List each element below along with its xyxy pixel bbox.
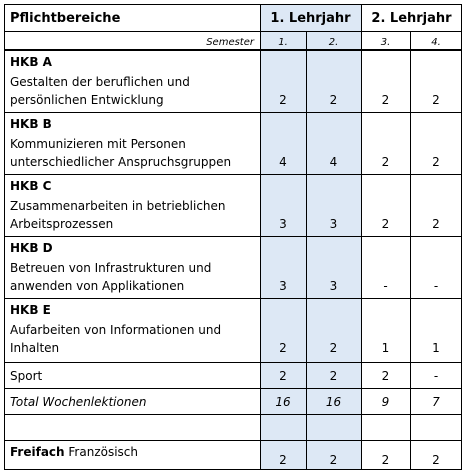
row-desc: Gestalten der beruflichen und (10, 75, 190, 89)
row-value: 2 (381, 93, 390, 107)
header-year1: 1. Lehrjahr (270, 11, 351, 26)
semester-4: 4. (431, 37, 441, 48)
row-value: 2 (279, 453, 287, 467)
semester-1: 1. (278, 37, 288, 48)
sport-label: Sport (10, 369, 43, 383)
row-desc: anwenden von Applikationen (10, 279, 185, 293)
table-divider (4, 112, 462, 113)
row-value: 2 (381, 155, 390, 169)
row-value: 9 (381, 395, 390, 409)
row-value: 1 (432, 341, 440, 355)
table-divider (461, 4, 462, 470)
row-value: 4 (329, 155, 338, 169)
row-value: 3 (329, 279, 338, 293)
row-desc: Zusammenarbeiten in betrieblichen (10, 199, 226, 213)
row-value: 3 (329, 217, 338, 231)
semester-label: Semester (206, 37, 254, 48)
table-divider (4, 388, 462, 389)
table-divider (361, 4, 362, 470)
row-value: 2 (279, 369, 287, 383)
row-value: 2 (432, 155, 440, 169)
row-value: 2 (329, 341, 338, 355)
row-desc: persönlichen Entwicklung (10, 93, 164, 107)
row-value: 2 (329, 93, 338, 107)
row-desc: unterschiedlicher Anspruchsgruppen (10, 155, 232, 169)
semester-2: 2. (328, 37, 339, 48)
row-value: 3 (279, 279, 287, 293)
total-label: Total Wochenlektionen (10, 395, 147, 409)
row-value: 2 (381, 369, 390, 383)
row-value: 2 (432, 93, 440, 107)
freifach-label-text: Französisch (68, 445, 139, 459)
row-value: - (433, 369, 439, 383)
freifach-label-bold: Freifach (10, 445, 65, 459)
row-desc: Kommunizieren mit Personen (10, 137, 186, 151)
header-title: Pflichtbereiche (10, 11, 121, 26)
table-divider (4, 236, 462, 237)
row-value: 2 (432, 453, 440, 467)
header-year2: 2. Lehrjahr (371, 11, 452, 26)
row-value: 2 (329, 453, 338, 467)
row-value: - (383, 279, 388, 293)
table-divider (260, 4, 261, 470)
table-divider (410, 31, 411, 470)
row-code: HKB C (10, 179, 52, 193)
table-divider (4, 414, 462, 415)
row-value: 3 (279, 217, 287, 231)
table-divider (4, 362, 462, 363)
row-value: 1 (381, 341, 390, 355)
table-divider (306, 31, 307, 470)
table-divider (4, 298, 462, 299)
row-value: 2 (329, 369, 338, 383)
row-desc: Betreuen von Infrastrukturen und (10, 261, 212, 275)
semester-3: 3. (380, 37, 391, 48)
row-value: 2 (381, 217, 390, 231)
row-desc: Inhalten (10, 341, 60, 355)
freifach-label (10, 444, 258, 461)
row-value: 2 (279, 93, 287, 107)
row-value: - (433, 279, 439, 293)
row-code: HKB E (10, 303, 51, 317)
row-value: 16 (325, 395, 342, 409)
row-value: 7 (432, 395, 440, 409)
table-divider (4, 440, 462, 441)
row-code: HKB A (10, 55, 52, 69)
row-desc: Arbeitsprozessen (10, 217, 114, 231)
row-code: HKB D (10, 241, 53, 255)
row-desc: Aufarbeiten von Informationen und (10, 323, 222, 337)
row-value: 2 (279, 341, 287, 355)
table-divider (4, 174, 462, 175)
table-divider (4, 4, 5, 470)
row-value: 16 (275, 395, 291, 409)
table-divider (4, 469, 462, 470)
row-value: 2 (432, 217, 440, 231)
row-value: 4 (279, 155, 287, 169)
table-divider (4, 31, 462, 32)
table-divider (4, 49, 462, 51)
table-divider (4, 4, 462, 5)
row-code: HKB B (10, 117, 52, 131)
row-value: 2 (381, 453, 390, 467)
